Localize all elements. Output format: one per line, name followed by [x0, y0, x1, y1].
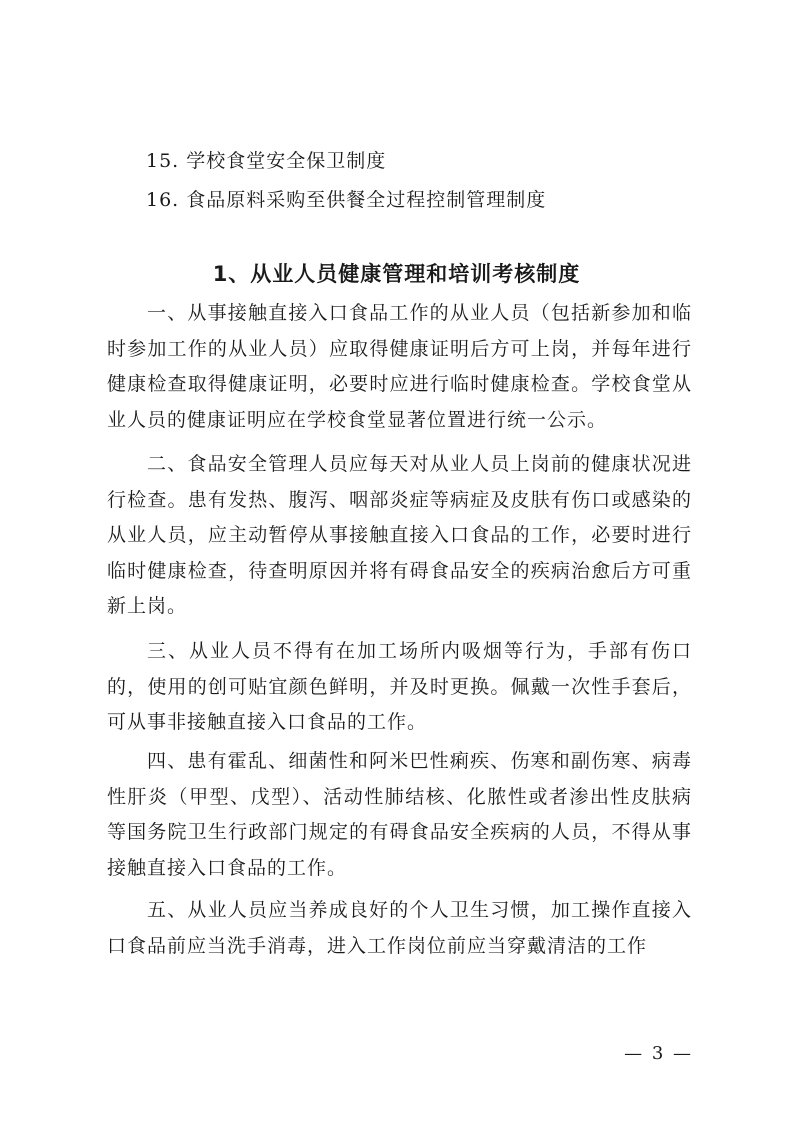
- page-number: — 3 —: [624, 1043, 693, 1064]
- toc-item-15: 15. 学校食堂安全保卫制度: [146, 150, 387, 172]
- toc-item-16: 16. 食品原料采购至供餐全过程控制管理制度: [146, 189, 547, 211]
- paragraph-4: 四、患有霍乱、细菌性和阿米巴性痢疾、伤寒和副伤寒、病毒性肝炎（甲型、戊型）、活动性肺结核、化脓性或者渗出性皮肤病等国务院卫生行政部门规定的有碍食品安全疾病的人员，不得从事接触直接入口食品的工作。: [107, 750, 692, 879]
- paragraph-2: 二、食品安全管理人员应每天对从业人员上岗前的健康状况进行检查。患有发热、腹泻、咽部炎症等病症及皮肤有伤口或感染的从业人员，应主动暂停从事接触直接入口食品的工作，必要时进行临时健康检查，待查明原因并将有碍食品安全的疾病治愈后方可重新上岗。: [107, 453, 692, 618]
- paragraph-5: 五、从业人员应当养成良好的个人卫生习惯，加工操作直接入口食品前应当洗手消毒，进入工作岗位前应当穿戴清洁的工作: [107, 899, 692, 957]
- paragraph-3: 三、从业人员不得有在加工场所内吸烟等行为，手部有伤口的，使用的创可贴宜颜色鲜明，并及时更换。佩戴一次性手套后，可从事非接触直接入口食品的工作。: [107, 640, 692, 734]
- section-title: 1、从业人员健康管理和培训考核制度: [212, 262, 581, 286]
- paragraph-1: 一、从事接触直接入口食品工作的从业人员（包括新参加和临时参加工作的从业人员）应取得健康证明后方可上岗，并每年进行健康检查取得健康证明，必要时应进行临时健康检查。学校食堂从业人员的健康证明应在学校食堂显著位置进行统一公示。: [107, 302, 692, 431]
